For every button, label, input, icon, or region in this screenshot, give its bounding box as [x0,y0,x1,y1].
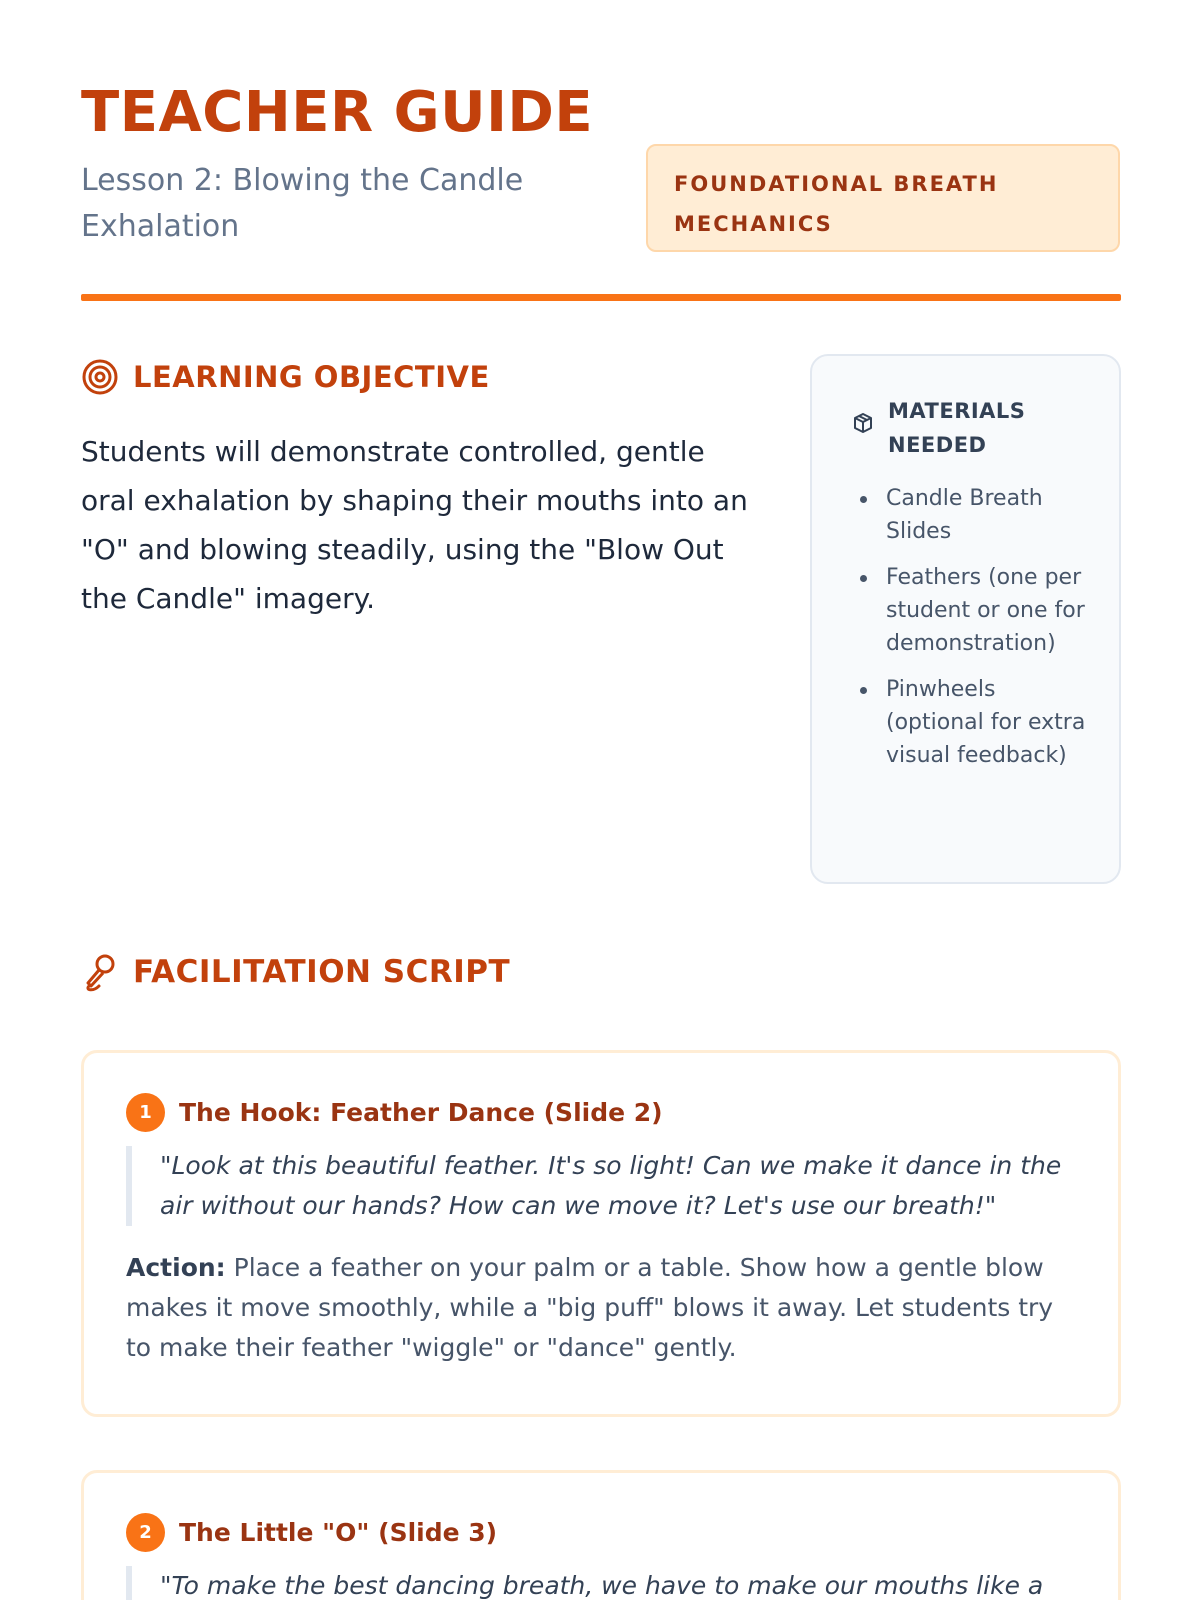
facilitation-heading [81,952,510,992]
script-step-card [81,1470,1121,1600]
step-quote: "Look at this beautiful feather. It's so light! Can we make it dance in the air without our hands? How can we move it? Let's use our breath!" [126,1146,1078,1226]
step-title-label: The Little "O" (Slide 3) [179,1517,498,1547]
lesson-subtitle: Lesson 2: Blowing the Candle Exhalation [81,163,524,244]
list-item: Pinwheels (optional for extra visual feedback) [886,673,1086,772]
script-step-card [81,1050,1121,1417]
objective-heading [81,358,490,396]
step-number-badge: 1 [126,1093,165,1132]
microphone-icon [81,952,119,992]
step-title [126,1513,1078,1552]
action-label: Action: [126,1253,226,1282]
step-title-label: The Hook: Feather Dance (Slide 2) [179,1097,663,1127]
facilitation-heading-label: FACILITATION SCRIPT [133,954,511,990]
page-title: TEACHER GUIDE [81,80,594,145]
package-icon [852,412,874,434]
step-quote: "To make the best dancing breath, we have to make our mouths like a [126,1566,1078,1600]
step-number-badge: 2 [126,1513,165,1552]
materials-box [810,354,1121,884]
objective-text: Students will demonstrate controlled, gentle oral exhalation by shaping their mouths into an "O" and blowing steadily, using the "Blow Out the Candle" imagery. [81,435,748,615]
list-item: Feathers (one per student or one for demonstration) [886,561,1086,660]
list-item: Candle Breath Slides [886,482,1086,548]
step-title [126,1093,1078,1132]
materials-heading [852,394,1089,462]
target-icon [81,358,119,396]
objective-heading-label: LEARNING OBJECTIVE [133,360,490,394]
action-text: Place a feather on your palm or a table. Show how a gentle blow makes it move smoothly, while a "big puff" blows it away. Let students try to make their feather "wiggle" or "dance" gently. [126,1253,1054,1362]
materials-heading-label: MATERIALS NEEDED [888,399,1026,457]
header [81,80,1121,146]
step-action [126,1248,1078,1368]
materials-list [852,482,1089,772]
category-badge: FOUNDATIONAL BREATH MECHANICS [646,144,1120,252]
header-divider [81,294,1121,301]
